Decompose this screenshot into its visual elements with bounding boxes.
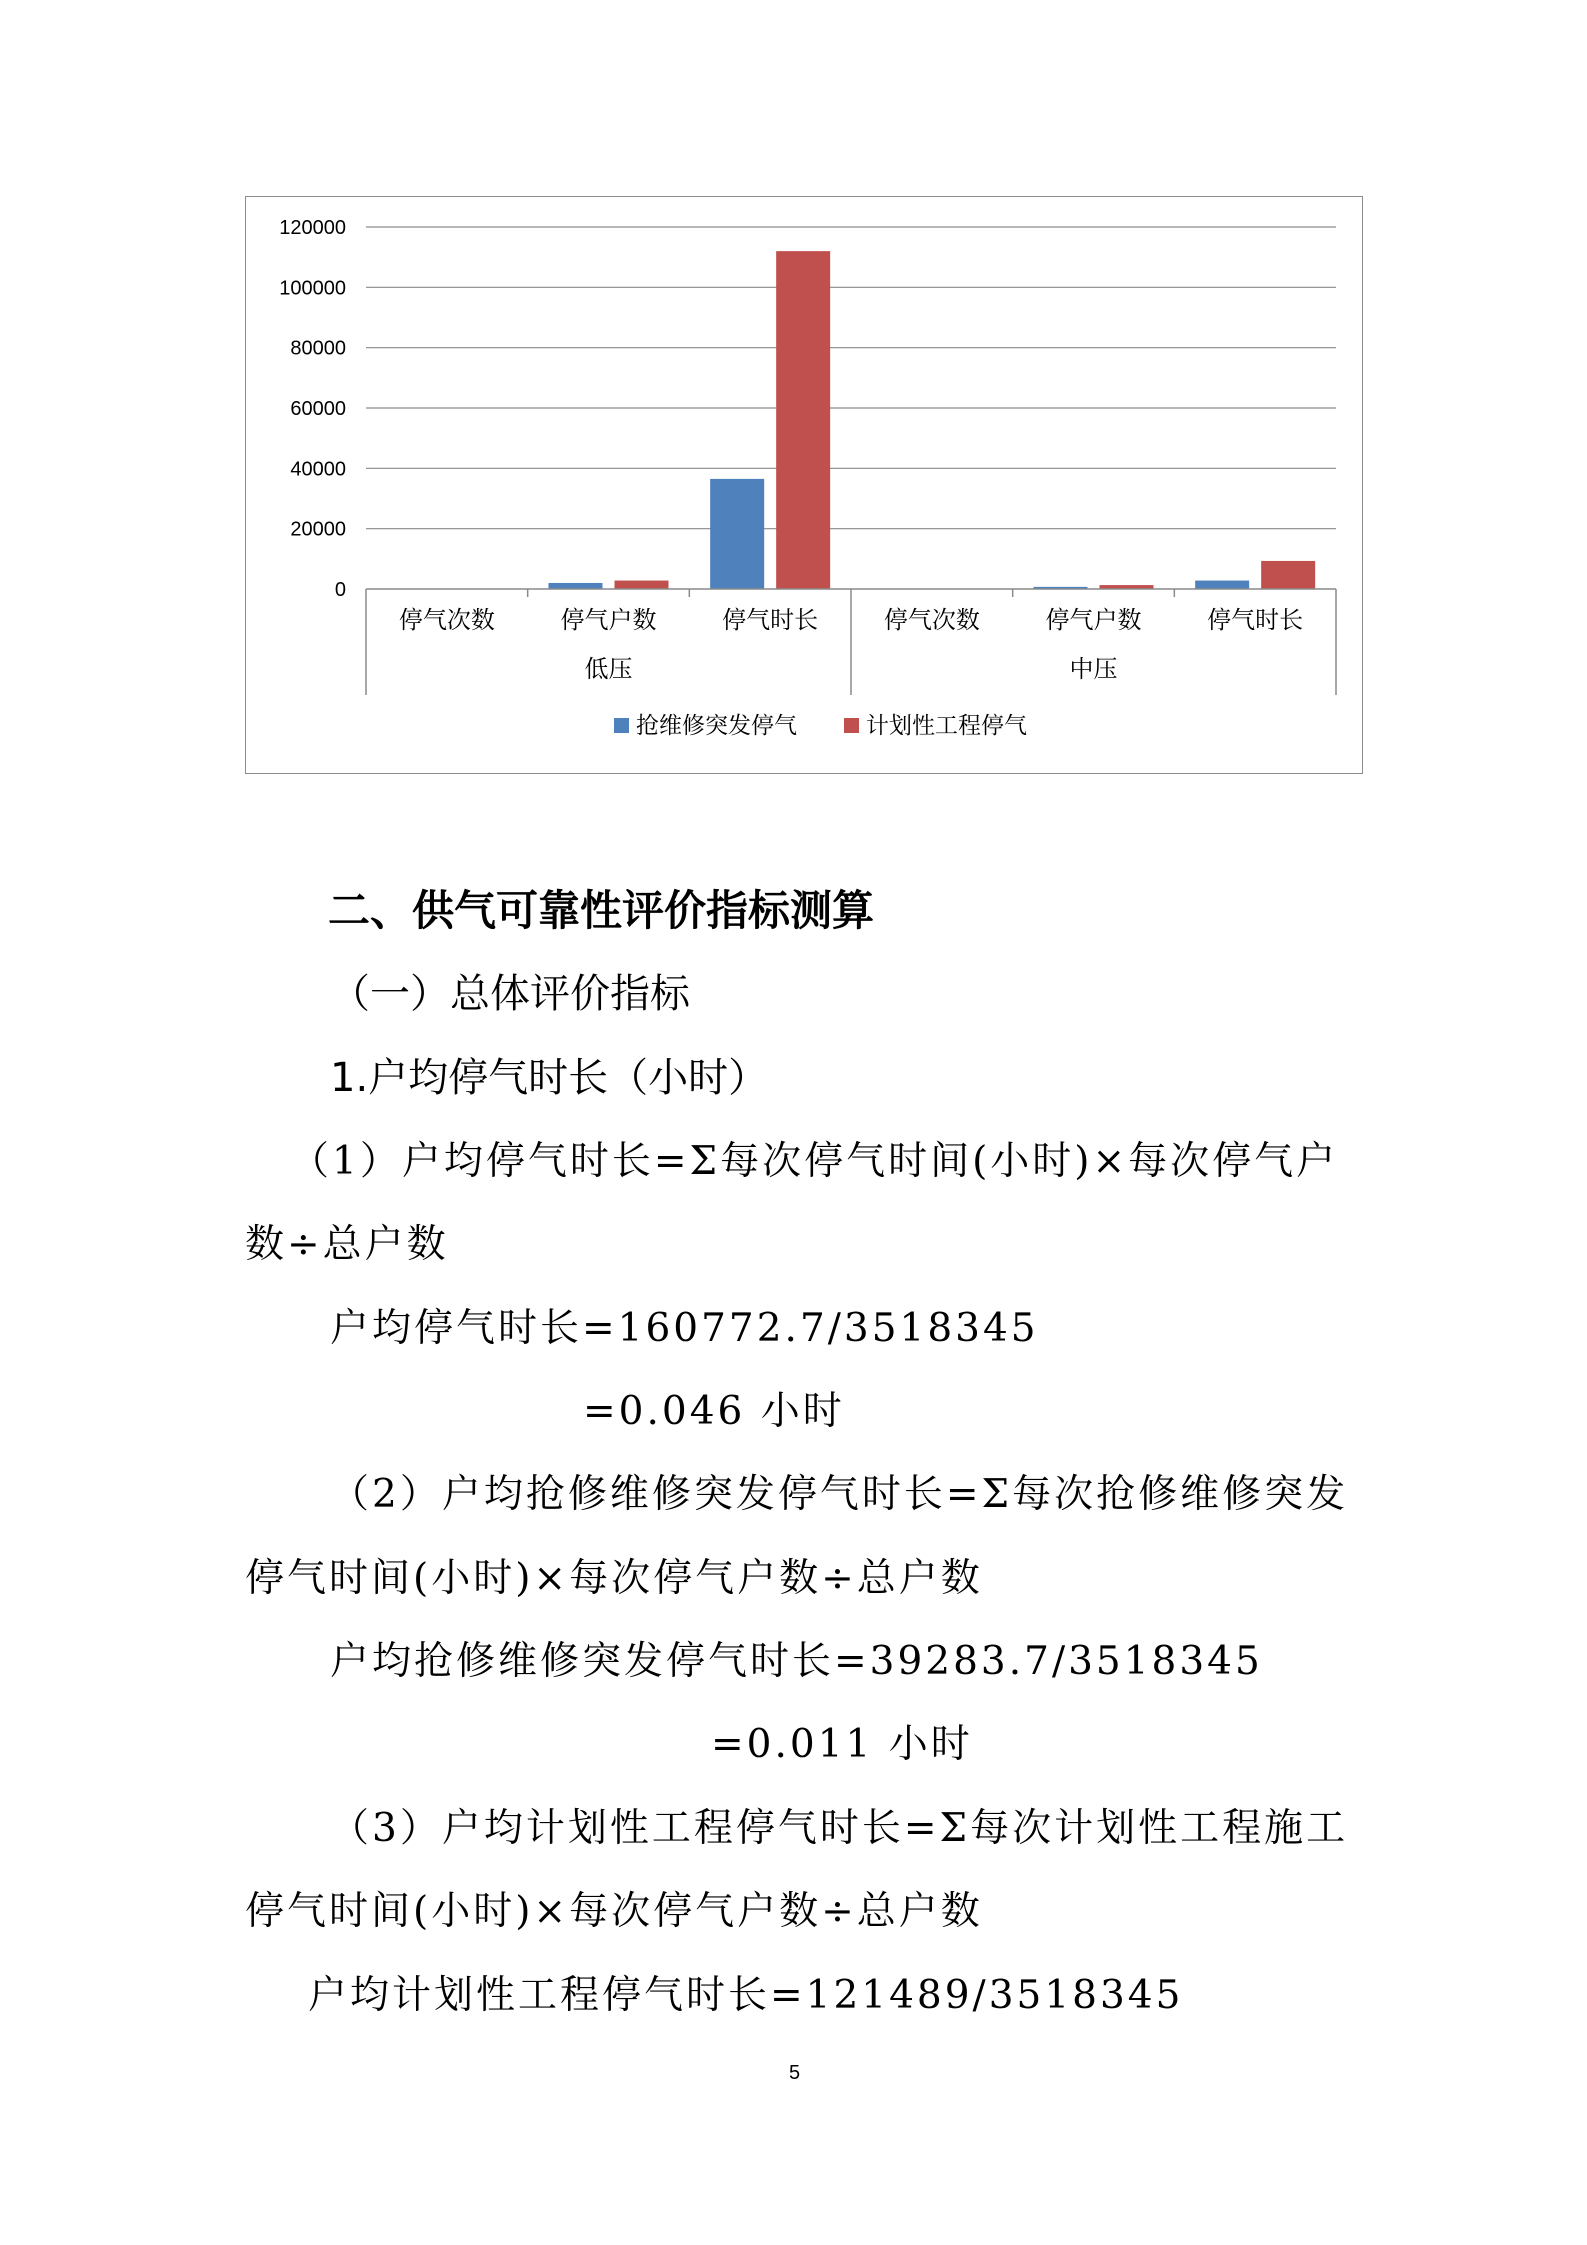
- bar-emergency: [1195, 581, 1249, 589]
- bar-planned: [776, 251, 830, 589]
- para1-result: =0.046 小时: [583, 1389, 845, 1434]
- x-tick-label: 停气次数: [398, 606, 495, 634]
- bar-planned: [615, 581, 669, 589]
- subsection-heading: （一）总体评价指标: [330, 971, 690, 1017]
- para1-formula: 户均停气时长=160772.7/3518345: [330, 1306, 1039, 1351]
- para1-line1: （1）户均停气时长=Σ每次停气时间(小时)×每次停气户: [290, 1139, 1339, 1184]
- y-tick-label: 120000: [279, 217, 346, 239]
- x-tick-label: 停气时长: [722, 606, 819, 634]
- bar-emergency: [549, 583, 603, 589]
- item-title: 1.户均停气时长（小时）: [330, 1055, 769, 1101]
- para3-line1: （3）户均计划性工程停气时长=Σ每次计划性工程施工: [330, 1806, 1349, 1851]
- y-tick-label: 100000: [279, 277, 346, 300]
- para2-line2: 停气时间(小时)×每次停气户数÷总户数: [245, 1556, 983, 1601]
- para1-line2: 数÷总户数: [245, 1222, 449, 1267]
- x-group-label: 中压: [1069, 655, 1118, 683]
- x-tick-label: 停气户数: [1045, 606, 1142, 634]
- x-group-label: 低压: [584, 655, 633, 683]
- section-heading: 二、供气可靠性评价指标测算: [328, 886, 875, 935]
- legend-label: 计划性工程停气: [866, 713, 1027, 739]
- chart-canvas: [246, 197, 1362, 773]
- legend-swatch: [844, 718, 859, 733]
- y-tick-label: 60000: [290, 398, 346, 420]
- legend-swatch: [614, 718, 629, 733]
- x-tick-label: 停气次数: [883, 606, 980, 634]
- page-number: 5: [789, 2062, 801, 2084]
- bar-planned: [1261, 561, 1315, 589]
- bar-emergency: [710, 479, 764, 589]
- bar-chart: [245, 196, 1363, 774]
- y-tick-label: 80000: [290, 337, 346, 360]
- x-tick-label: 停气户数: [560, 606, 657, 634]
- para3-line2: 停气时间(小时)×每次停气户数÷总户数: [245, 1889, 983, 1934]
- para2-result: =0.011 小时: [711, 1722, 973, 1767]
- legend-label: 抢维修突发停气: [636, 713, 797, 739]
- y-tick-label: 0: [334, 579, 346, 601]
- x-tick-label: 停气时长: [1207, 606, 1304, 634]
- y-tick-label: 40000: [290, 458, 346, 481]
- para2-line1: （2）户均抢修维修突发停气时长=Σ每次抢修维修突发: [330, 1472, 1349, 1517]
- para3-formula: 户均计划性工程停气时长=121489/3518345: [308, 1973, 1184, 2018]
- para2-formula: 户均抢修维修突发停气时长=39283.7/3518345: [330, 1639, 1263, 1684]
- y-tick-label: 20000: [290, 518, 346, 541]
